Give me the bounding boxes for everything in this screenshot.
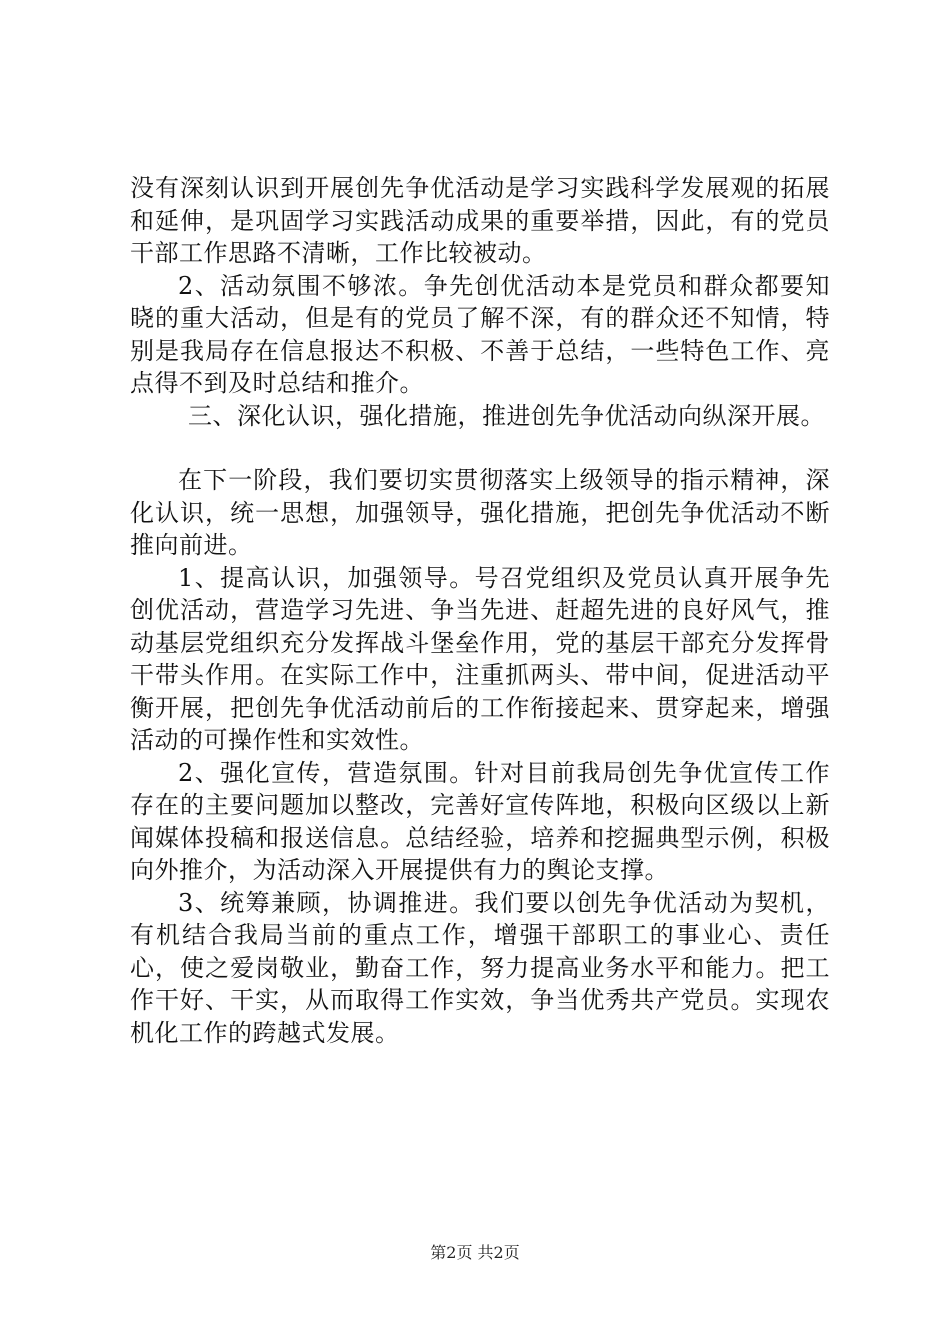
paragraph-item-3-coordination: 3、统筹兼顾，协调推进。我们要以创先争优活动为契机，有机结合我局当前的重点工作，增强干部职工的事业心、责任心，使之爱岗敬业，勤奋工作，努力提高业务水平和能力。把工作干好、干实，从而取得工作实效，争当优秀共产党员。实现农机化工作的跨越式发展。: [130, 888, 830, 1047]
paragraph-continuation: 没有深刻认识到开展创先争优活动是学习实践科学发展观的拓展和延伸，是巩固学习实践活动成果的重要举措，因此，有的党员干部工作思路不清晰，工作比较被动。: [130, 174, 830, 267]
page-number-footer: 第2页 共2页: [430, 1243, 520, 1262]
paragraph-item-2-atmosphere: 2、活动氛围不够浓。争先创优活动本是党员和群众都要知晓的重大活动，但是有的党员了解不深，有的群众还不知情，特别是我局存在信息报达不积极、不善于总结，一些特色工作、亮点得不到及时总结和推介。: [130, 271, 830, 397]
paragraph-item-1-awareness: 1、提高认识，加强领导。号召党组织及党员认真开展争先创优活动，营造学习先进、争当先进、赶超先进的良好风气，推动基层党组织充分发挥战斗堡垒作用，党的基层干部充分发挥骨干带头作用。在实际工作中，注重抓两头、带中间，促进活动平衡开展，把创先争优活动前后的工作衔接起来、贯穿起来，增强活动的可操作性和实效性。: [130, 563, 830, 754]
document-body: [130, 172, 830, 1049]
section-heading-three: 三、深化认识，强化措施，推进创先争优活动向纵深开展。: [188, 401, 825, 430]
paragraph-item-2-publicity: 2、强化宣传，营造氛围。针对目前我局创先争优宣传工作存在的主要问题加以整改，完善好宣传阵地，积极向区级以上新闻媒体投稿和报送信息。总结经验，培养和挖掘典型示例，积极向外推介，为活动深入开展提供有力的舆论支撑。: [130, 758, 830, 884]
paragraph-next-stage: 在下一阶段，我们要切实贯彻落实上级领导的指示精神，深化认识，统一思想，加强领导，强化措施，把创先争优活动不断推向前进。: [130, 466, 830, 559]
